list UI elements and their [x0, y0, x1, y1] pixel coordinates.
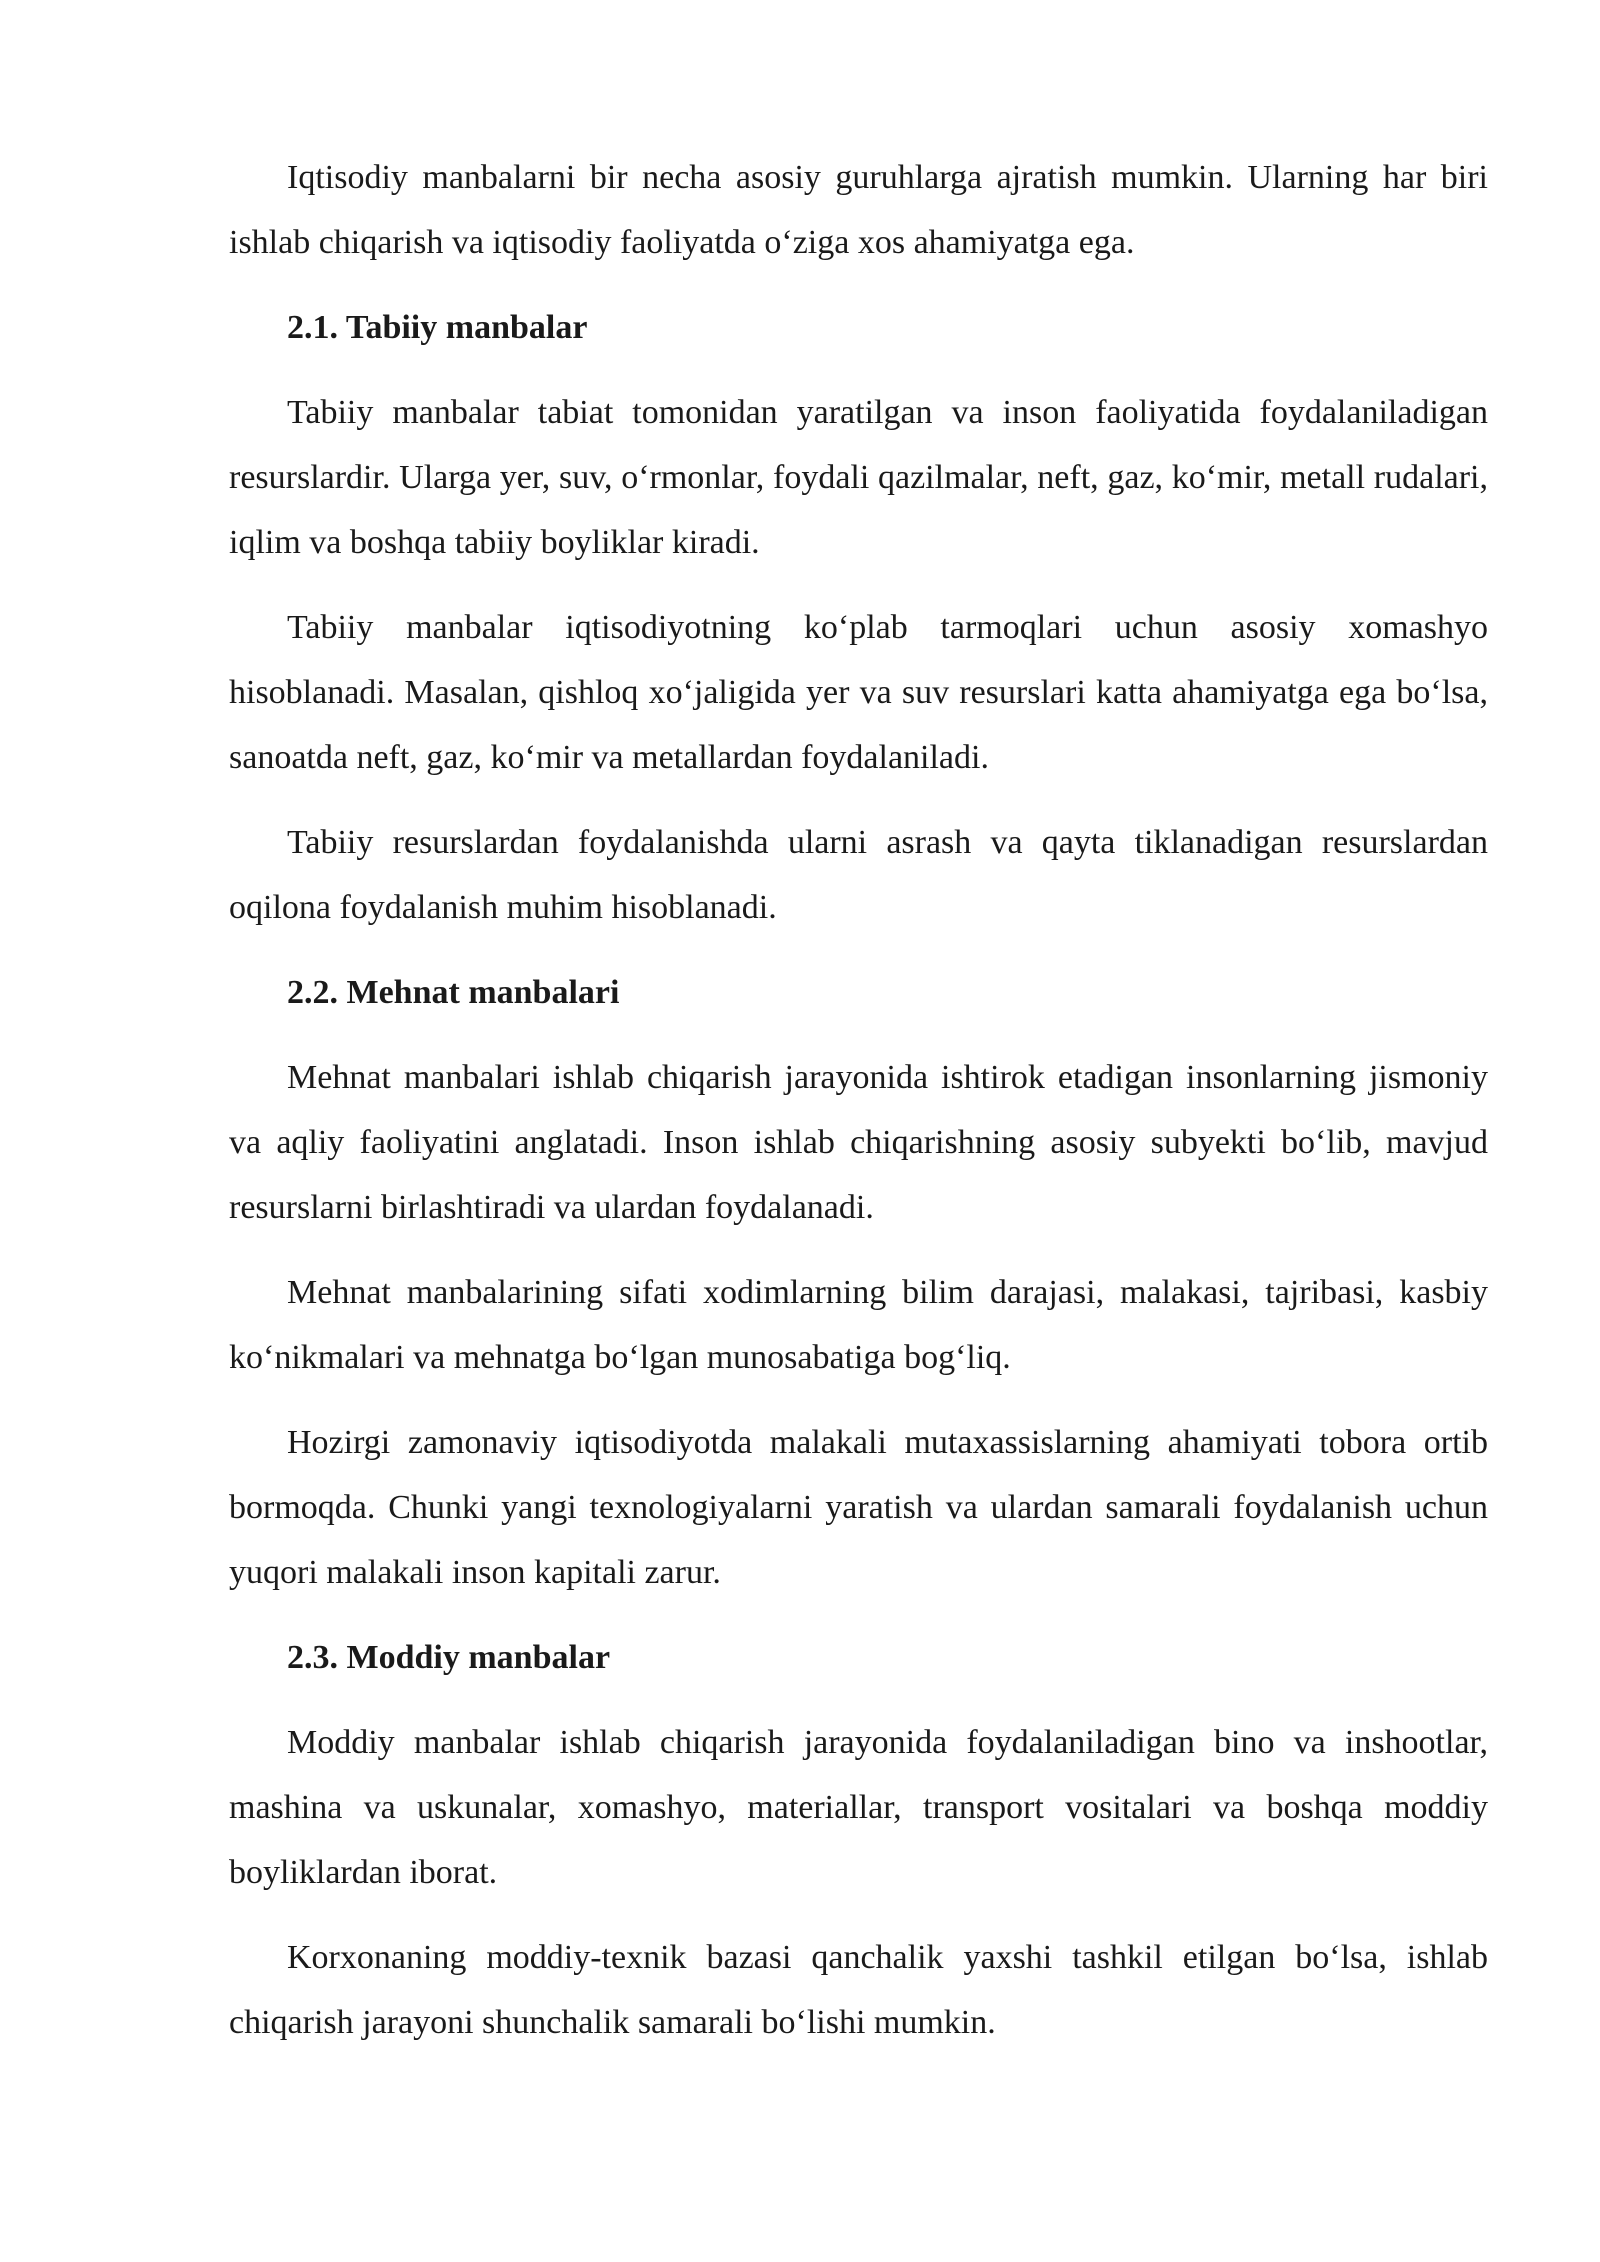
paragraph: Tabiiy manbalar tabiat tomonidan yaratilgan va inson faoliyatida foydalaniladigan resurslardir. Ularga yer, suv, o‘rmonlar, foydali qazilmalar, neft, gaz, ko‘mir, metall rudalari, iqlim va boshqa tabiiy boyliklar kiradi.	[229, 394, 1488, 561]
section-heading: 2.1. Tabiiy manbalar	[287, 309, 588, 346]
paragraph: Hozirgi zamonaviy iqtisodiyotda malakali mutaxassislarning ahamiyati tobora ortib bormoqda. Chunki yangi texnologiyalarni yaratish va ulardan samarali foydalanish uchun yuqori malakali inson kapitali zarur.	[229, 1424, 1488, 1591]
paragraph: Tabiiy manbalar iqtisodiyotning ko‘plab tarmoqlari uchun asosiy xomashyo hisoblanadi. Masalan, qishloq xo‘jaligida yer va suv resurslari katta ahamiyatga ega bo‘lsa, sanoatda neft, gaz, ko‘mir va metallardan foydalaniladi.	[229, 609, 1488, 776]
section-tabiiy-manbalar	[229, 295, 1488, 940]
section-heading: 2.3. Moddiy manbalar	[287, 1639, 611, 1676]
paragraph: Moddiy manbalar ishlab chiqarish jarayonida foydalaniladigan bino va inshootlar, mashina va uskunalar, xomashyo, materiallar, transport vositalari va boshqa moddiy boyliklardan iborat.	[229, 1724, 1488, 1891]
paragraph: Mehnat manbalari ishlab chiqarish jarayonida ishtirok etadigan insonlarning jismoniy va aqliy faoliyatini anglatadi. Inson ishlab chiqarishning asosiy subyekti bo‘lib, mavjud resurslarni birlashtiradi va ulardan foydalanadi.	[229, 1059, 1488, 1226]
section-moddiy-manbalar	[229, 1625, 1488, 2055]
paragraph: Tabiiy resurslardan foydalanishda ularni asrash va qayta tiklanadigan resurslardan oqilona foydalanish muhim hisoblanadi.	[229, 824, 1488, 926]
section-mehnat-manbalari	[229, 960, 1488, 1605]
paragraph: Mehnat manbalarining sifati xodimlarning bilim darajasi, malakasi, tajribasi, kasbiy ko‘nikmalari va mehnatga bo‘lgan munosabatiga bog‘liq.	[229, 1274, 1488, 1376]
document-page	[229, 145, 1488, 2075]
paragraph: Korxonaning moddiy-texnik bazasi qanchalik yaxshi tashkil etilgan bo‘lsa, ishlab chiqarish jarayoni shunchalik samarali bo‘lishi mumkin.	[229, 1939, 1488, 2041]
section-heading: 2.2. Mehnat manbalari	[287, 974, 620, 1011]
intro-paragraph: Iqtisodiy manbalarni bir necha asosiy guruhlarga ajratish mumkin. Ularning har biri ishlab chiqarish va iqtisodiy faoliyatda o‘ziga xos ahamiyatga ega.	[229, 159, 1488, 261]
